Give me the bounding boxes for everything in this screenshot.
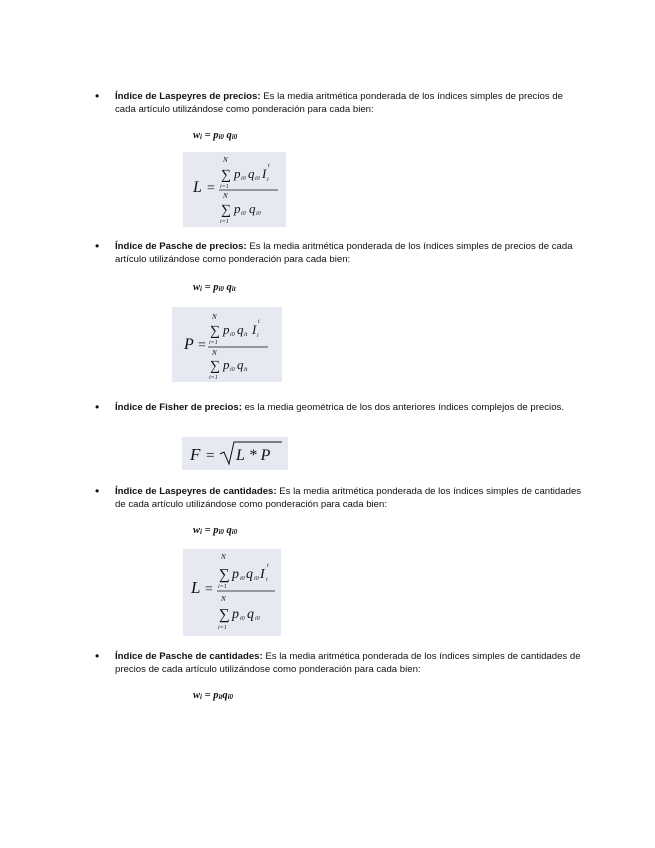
svg-text:∑: ∑ xyxy=(221,203,231,218)
svg-text:p: p xyxy=(234,166,241,181)
svg-text:i=1: i=1 xyxy=(209,375,218,381)
svg-text:i=1: i=1 xyxy=(220,184,229,190)
svg-text:N: N xyxy=(223,156,228,164)
svg-text:i0: i0 xyxy=(256,211,261,217)
svg-text:P: P xyxy=(184,336,194,353)
term-description: Es la media aritmética ponderada de los índices simples de precios de cada artículo utilizándose como ponderación para cada bien: xyxy=(115,241,573,265)
svg-text:t: t xyxy=(267,563,269,569)
svg-text:=: = xyxy=(198,338,206,353)
term-description: es la media geométrica de los dos anteriores índices complejos de precios. xyxy=(244,402,564,413)
svg-text:q: q xyxy=(249,201,256,216)
svg-text:p: p xyxy=(223,357,230,372)
svg-text:i=1: i=1 xyxy=(209,340,218,346)
weight-formula: $w_i = p_{i0}$ $q_{it}$ xyxy=(193,282,236,293)
svg-text:i0: i0 xyxy=(254,576,259,582)
bullet: • xyxy=(95,89,100,103)
item-text xyxy=(115,90,585,116)
svg-text:it: it xyxy=(244,332,248,338)
svg-text:L: L xyxy=(193,179,202,196)
term-label: Índice de Laspeyres de cantidades: xyxy=(115,486,277,497)
svg-text:=: = xyxy=(206,448,215,464)
svg-text:t: t xyxy=(258,319,260,325)
term-description: Es la media aritmética ponderada de los índices simples de precios de cada artículo utilizándose como ponderación para cada bien: xyxy=(115,91,563,115)
svg-text:q: q xyxy=(247,607,254,622)
svg-text:i0: i0 xyxy=(230,332,235,338)
svg-text:q: q xyxy=(237,357,244,372)
pasche-formula xyxy=(172,307,282,382)
svg-text:N: N xyxy=(223,192,228,200)
svg-text:i0: i0 xyxy=(240,616,245,622)
item-text xyxy=(115,650,585,676)
svg-text:F: F xyxy=(190,445,201,464)
svg-text:N: N xyxy=(221,595,226,603)
svg-text:it: it xyxy=(244,367,248,373)
svg-text:=: = xyxy=(207,181,215,196)
laspeyres-formula xyxy=(183,152,286,227)
svg-text:i: i xyxy=(267,177,269,183)
svg-text:i0: i0 xyxy=(255,176,260,182)
svg-text:∑: ∑ xyxy=(219,567,230,583)
term-description: Es la media aritmética ponderada de los índices simples de cantidades de precios de cada artículo utilizándose como ponderación para cada bien: xyxy=(115,651,581,675)
svg-text:N: N xyxy=(212,349,217,357)
term-label: Índice de Fisher de precios: xyxy=(115,402,242,413)
svg-text:i0: i0 xyxy=(255,616,260,622)
weight-formula: $w_i = p_{i0}$ $q_{i0}$ xyxy=(193,130,238,141)
svg-text:∑: ∑ xyxy=(219,607,230,623)
svg-text:q: q xyxy=(248,166,255,181)
item-text xyxy=(115,240,585,266)
svg-text:N: N xyxy=(221,553,226,561)
svg-text:i=1: i=1 xyxy=(220,219,229,225)
term-description: Es la media aritmética ponderada de los índices simples de cantidades de cada artículo utilizándose como ponderación para cada bien: xyxy=(115,486,582,510)
item-text xyxy=(115,485,585,511)
svg-text:I: I xyxy=(262,166,267,181)
svg-text:=: = xyxy=(205,582,213,597)
svg-text:i0: i0 xyxy=(240,576,245,582)
svg-text:p: p xyxy=(234,201,241,216)
svg-text:L * P: L * P xyxy=(236,447,271,464)
svg-text:p: p xyxy=(232,567,239,582)
term-label: Índice de Pasche de cantidades: xyxy=(115,651,263,662)
svg-text:p: p xyxy=(232,607,239,622)
svg-text:i: i xyxy=(266,577,268,583)
svg-text:i=1: i=1 xyxy=(218,625,227,631)
svg-text:i: i xyxy=(257,333,259,339)
term-label: Índice de Laspeyres de precios: xyxy=(115,91,261,102)
term-label: Índice de Pasche de precios: xyxy=(115,241,247,252)
weight-formula: $w_i = p_{i0}$ $q_{i0}$ xyxy=(193,525,238,536)
svg-text:q: q xyxy=(246,567,253,582)
svg-text:i0: i0 xyxy=(241,176,246,182)
bullet: • xyxy=(95,400,100,414)
svg-text:i0: i0 xyxy=(230,367,235,373)
svg-text:∑: ∑ xyxy=(210,359,220,374)
svg-text:t: t xyxy=(268,163,270,169)
bullet: • xyxy=(95,649,100,663)
svg-text:L: L xyxy=(191,578,201,597)
svg-text:p: p xyxy=(223,322,230,337)
fisher-formula xyxy=(182,437,288,470)
svg-text:I: I xyxy=(260,567,265,582)
svg-text:N: N xyxy=(212,313,217,321)
item-text xyxy=(115,401,585,414)
svg-text:∑: ∑ xyxy=(210,324,220,339)
weight-formula: $w_i = p_{it}q_{i0}$ xyxy=(193,690,234,701)
laspeyres-cantidades-formula xyxy=(183,549,281,636)
svg-text:q: q xyxy=(237,322,244,337)
svg-text:∑: ∑ xyxy=(221,168,231,183)
bullet: • xyxy=(95,239,100,253)
svg-text:i0: i0 xyxy=(241,211,246,217)
svg-text:i=1: i=1 xyxy=(218,584,227,590)
svg-text:I: I xyxy=(252,322,257,337)
bullet: • xyxy=(95,484,100,498)
